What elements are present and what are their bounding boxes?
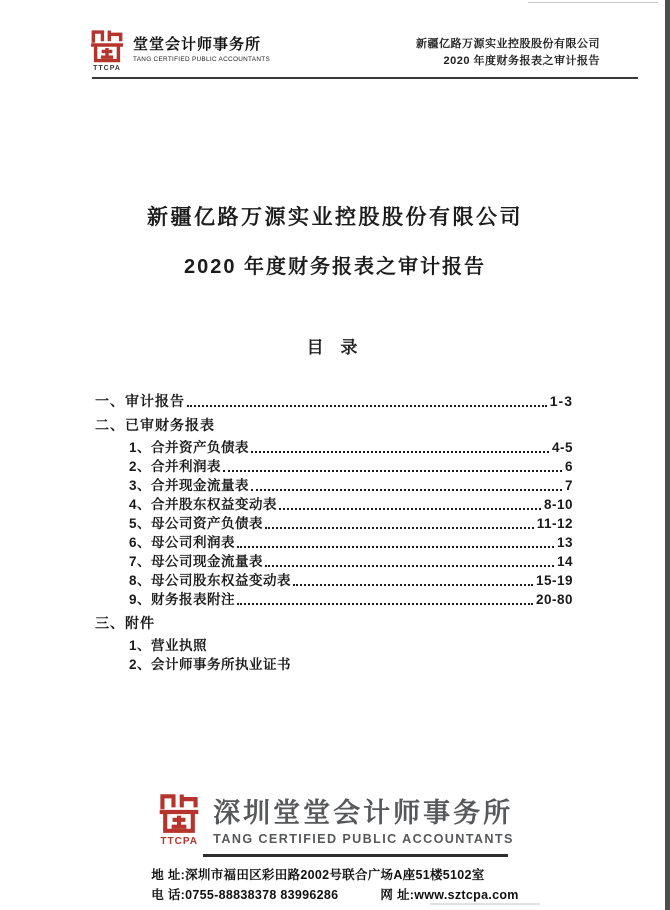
toc-list [95, 386, 573, 676]
firm-name-cn: 堂堂会计师事务所 [133, 36, 262, 53]
toc-dot-leader [251, 451, 549, 453]
toc-entry [95, 440, 573, 456]
toc-entry [95, 592, 573, 608]
toc-entry [95, 614, 573, 632]
toc-entry [95, 459, 573, 475]
toc-entry-label: 1、营业执照 [129, 638, 208, 653]
scan-artifact-line [528, 2, 658, 3]
doc-ref-company: 新疆亿路万源实业控股股份有限公司 [416, 38, 600, 50]
toc-dot-leader [223, 470, 562, 472]
toc-heading: 目 录 [306, 338, 364, 357]
footer-address-line: 地 址:深圳市福田区彩田路2002号联合广场A座51楼5102室 [151, 868, 485, 882]
toc-entry [95, 497, 573, 513]
footer-address-block [151, 865, 518, 905]
seal-glyph-icon [88, 26, 126, 64]
firm-logo-header [88, 26, 270, 72]
toc-entry-label: 4、合并股东权益变动表 [129, 497, 278, 512]
footer-firm-name-cn: 深圳堂堂会计师事务所 [213, 797, 514, 828]
toc-entry [95, 554, 573, 570]
toc-dot-leader [251, 489, 562, 491]
toc-dot-leader [187, 405, 547, 407]
title-company-name: 新疆亿路万源实业控股股份有限公司 [147, 206, 523, 229]
firm-footer [0, 789, 670, 905]
scan-edge-shadow [665, 0, 670, 910]
document-title [0, 201, 670, 279]
toc-entry-label: 7、母公司现金流量表 [129, 554, 264, 569]
toc-entry [95, 638, 573, 654]
toc-dot-leader [237, 603, 533, 605]
toc-entry-label: 一、审计报告 [95, 393, 185, 409]
toc-dot-leader [237, 546, 554, 548]
footer-website: 网 址:www.sztcpa.com [380, 888, 519, 902]
toc-dot-leader [293, 584, 533, 586]
toc-entry-label: 1、合并资产负债表 [129, 440, 250, 455]
toc-entry-label: 8、母公司股东权益变动表 [129, 573, 292, 588]
footer-ttcpa-acronym: TTCPA [160, 836, 198, 847]
toc-entry [95, 535, 573, 551]
toc-entry-label: 2、合并利润表 [129, 459, 222, 474]
footer-brand [156, 789, 514, 847]
ttcpa-acronym: TTCPA [93, 65, 121, 72]
toc-entry [95, 392, 573, 410]
toc-entry-label: 三、附件 [95, 615, 155, 631]
toc-entry [95, 573, 573, 589]
document-reference [416, 36, 600, 70]
toc-entry-pages: 6 [564, 459, 573, 474]
header-divider [92, 77, 638, 79]
toc-dot-leader [265, 527, 534, 529]
toc-entry-label: 6、母公司利润表 [129, 535, 236, 550]
toc-entry-pages: 4-5 [551, 440, 573, 455]
footer-seal-glyph-icon [156, 789, 202, 835]
toc-entry [95, 416, 573, 434]
toc-entry-pages: 7 [564, 478, 573, 493]
toc-entry-label: 2、会计师事务所执业证书 [129, 657, 292, 672]
ttcpa-seal-icon [88, 26, 126, 72]
firm-name-en: TANG CERTIFIED PUBLIC ACCOUNTANTS [133, 56, 271, 63]
toc-entry-label: 9、财务报表附注 [129, 592, 236, 607]
toc-dot-leader [279, 508, 541, 510]
toc-entry-pages: 13 [556, 535, 573, 550]
doc-ref-title: 2020 年度财务报表之审计报告 [443, 55, 600, 67]
footer-phone: 电 话:0755-88838378 83996286 [151, 888, 339, 902]
footer-ttcpa-seal-icon [156, 789, 202, 847]
toc-entry [95, 478, 573, 494]
toc-entry-pages: 14 [556, 554, 573, 569]
title-report-name: 2020 年度财务报表之审计报告 [183, 256, 487, 278]
toc-entry-label: 二、已审财务报表 [95, 417, 215, 433]
toc-entry-pages: 11-12 [536, 516, 573, 531]
toc-entry-pages: 8-10 [543, 497, 573, 512]
footer-divider [203, 854, 508, 857]
footer-firm-name-en: TANG CERTIFIED PUBLIC ACCOUNTANTS [213, 831, 514, 846]
toc-entry [95, 516, 573, 532]
toc-entry-pages: 20-80 [535, 592, 573, 607]
toc-entry-pages: 15-19 [535, 573, 573, 588]
toc-entry-label: 3、合并现金流量表 [129, 478, 250, 493]
toc-dot-leader [265, 565, 554, 567]
toc-entry-pages: 1-3 [549, 393, 573, 409]
toc-entry-label: 5、母公司资产负债表 [129, 516, 264, 531]
toc-entry [95, 657, 573, 673]
